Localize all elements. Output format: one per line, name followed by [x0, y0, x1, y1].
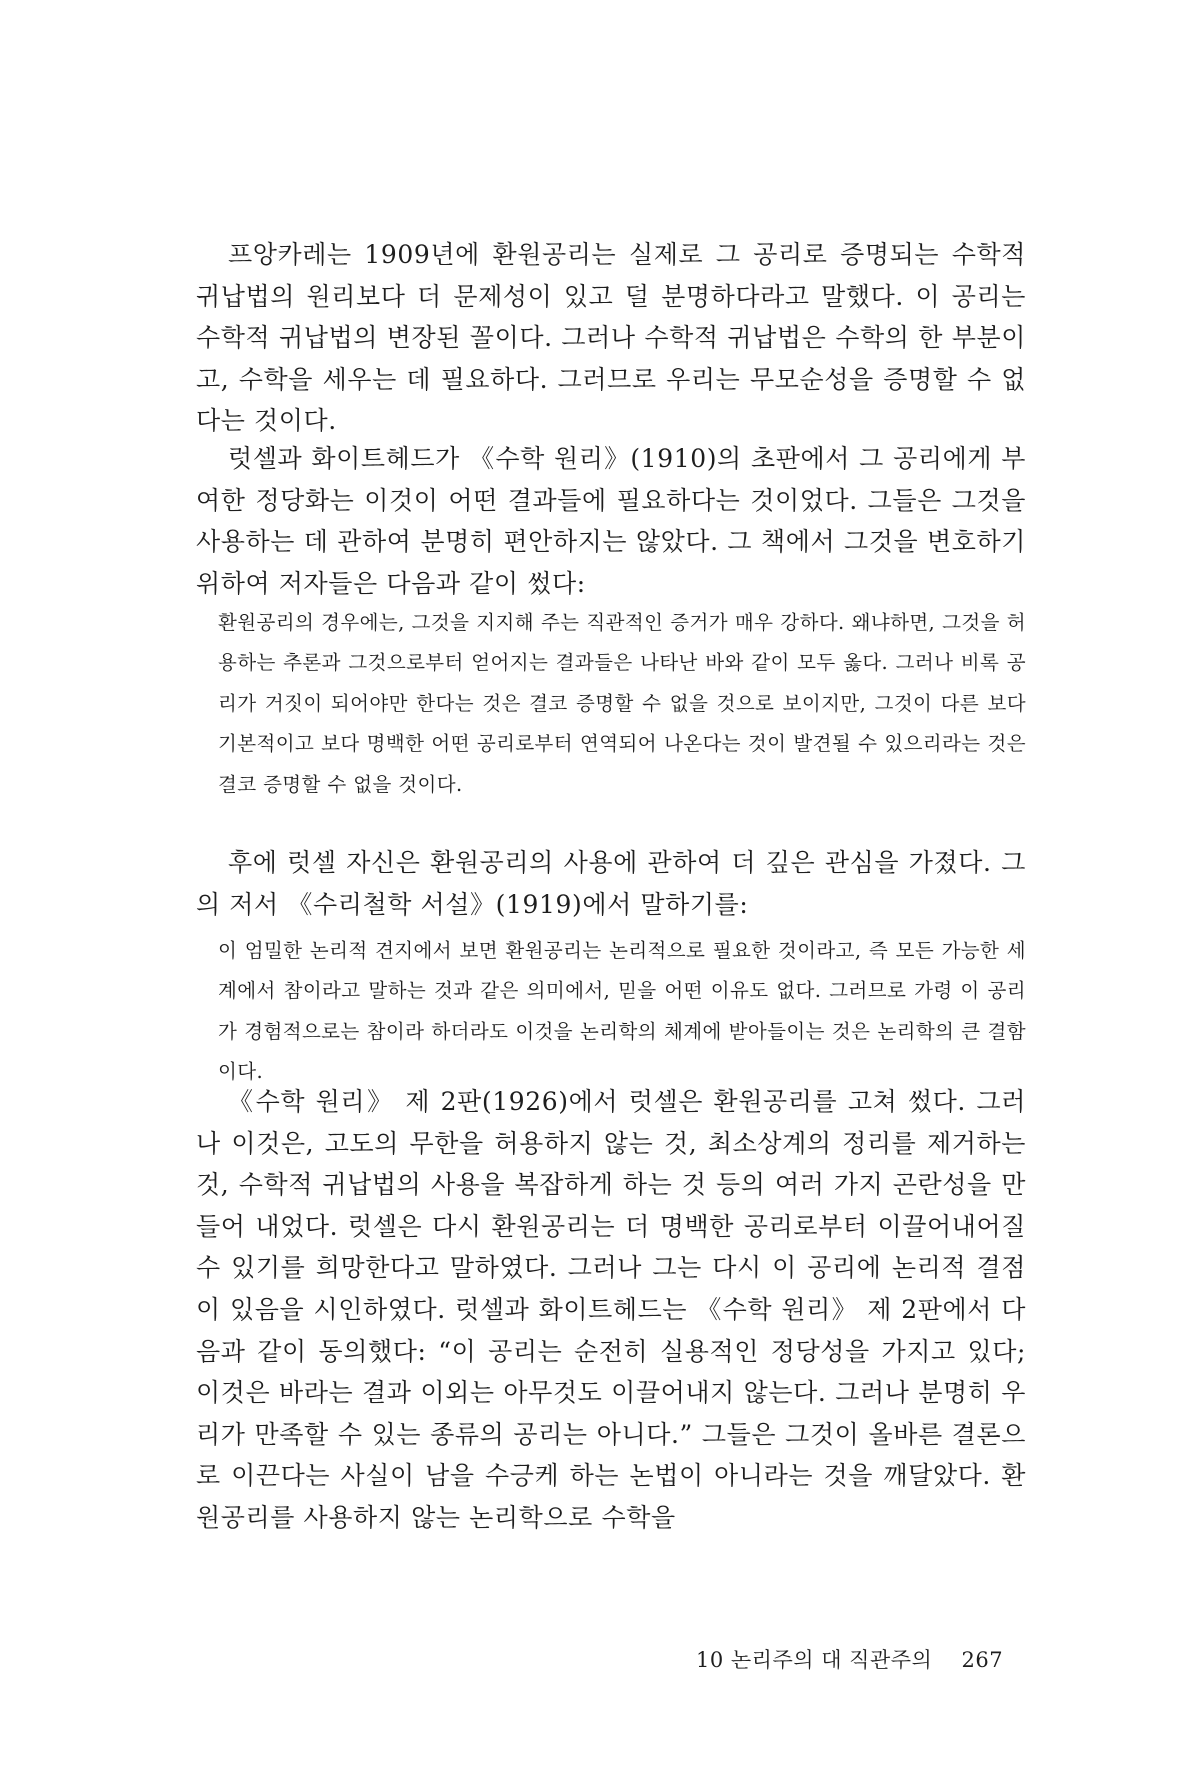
body-paragraph-2: 럿셀과 화이트헤드가 《수학 원리》(1910)의 초판에서 그 공리에게 부여한 정당화는 이것이 어떤 결과들에 필요하다는 것이었다. 그들은 그것을 사용하는 데 관하여 분명히 편안하지는 않았다. 그 책에서 그것을 변호하기 위하여 저자들은 다음과 같이 썼다:: [196, 444, 1026, 598]
block-quote-2: 이 엄밀한 논리적 견지에서 보면 환원공리는 논리적으로 필요한 것이라고, 즉 모든 가능한 세계에서 참이라고 말하는 것과 같은 의미에서, 믿을 어떤 이유도 없다. 그러므로 가령 이 공리가 경험적으로는 참이라 하더라도 이것을 논리학의 체계에 받아들이는 것은 논리학의 큰 결함이다.: [218, 939, 1026, 1084]
body-paragraph-1: 프앙카레는 1909년에 환원공리는 실제로 그 공리로 증명되는 수학적 귀납법의 원리보다 더 문제성이 있고 덜 분명하다라고 말했다. 이 공리는 수학적 귀납법의 변장된 꼴이다. 그러나 수학적 귀납법은 수학의 한 부분이고, 수학을 세우는 데 필요하다. 그러므로 우리는 무모순성을 증명할 수 없다는 것이다.: [196, 240, 1026, 436]
page-number: 267: [961, 1648, 1004, 1672]
chapter-title: 10 논리주의 대 직관주의: [696, 1648, 933, 1672]
running-footer: [696, 1644, 1003, 1674]
body-paragraph-4: 《수학 원리》 제 2판(1926)에서 럿셀은 환원공리를 고쳐 썼다. 그러나 이것은, 고도의 무한을 허용하지 않는 것, 최소상계의 정리를 제거하는 것, 수학적 귀납법의 사용을 복잡하게 하는 것 등의 여러 가지 곤란성을 만들어 내었다. 럿셀은 다시 환원공리는 더 명백한 공리로부터 이끌어내어질 수 있기를 희망한다고 말하였다. 그러나 그는 다시 이 공리에 논리적 결점이 있음을 시인하였다. 럿셀과 화이트헤드는 《수학 원리》 제 2판에서 다음과 같이 동의했다: “이 공리는 순전히 실용적인 정당성을 가지고 있다; 이것은 바라는 결과 이외는 아무것도 이끌어내지 않는다. 그러나 분명히 우리가 만족할 수 있는 종류의 공리는 아니다.” 그들은 그것이 올바른 결론으로 이끈다는 사실이 남을 수긍케 하는 논법이 아니라는 것을 깨달았다. 환원공리를 사용하지 않는 논리학으로 수학을: [196, 1087, 1026, 1532]
block-quote-1: 환원공리의 경우에는, 그것을 지지해 주는 직관적인 증거가 매우 강하다. 왜냐하면, 그것을 허용하는 추론과 그것으로부터 얻어지는 결과들은 나타난 바와 같이 모두 옳다. 그러나 비록 공리가 거짓이 되어야만 한다는 것은 결코 증명할 수 없을 것으로 보이지만, 그것이 다른 보다 기본적이고 보다 명백한 어떤 공리로부터 연역되어 나온다는 것이 발견될 수 있으리라는 것은 결코 증명할 수 없을 것이다.: [218, 611, 1026, 796]
body-paragraph-3: 후에 럿셀 자신은 환원공리의 사용에 관하여 더 깊은 관심을 가졌다. 그의 저서 《수리철학 서설》(1919)에서 말하기를:: [196, 848, 1026, 919]
